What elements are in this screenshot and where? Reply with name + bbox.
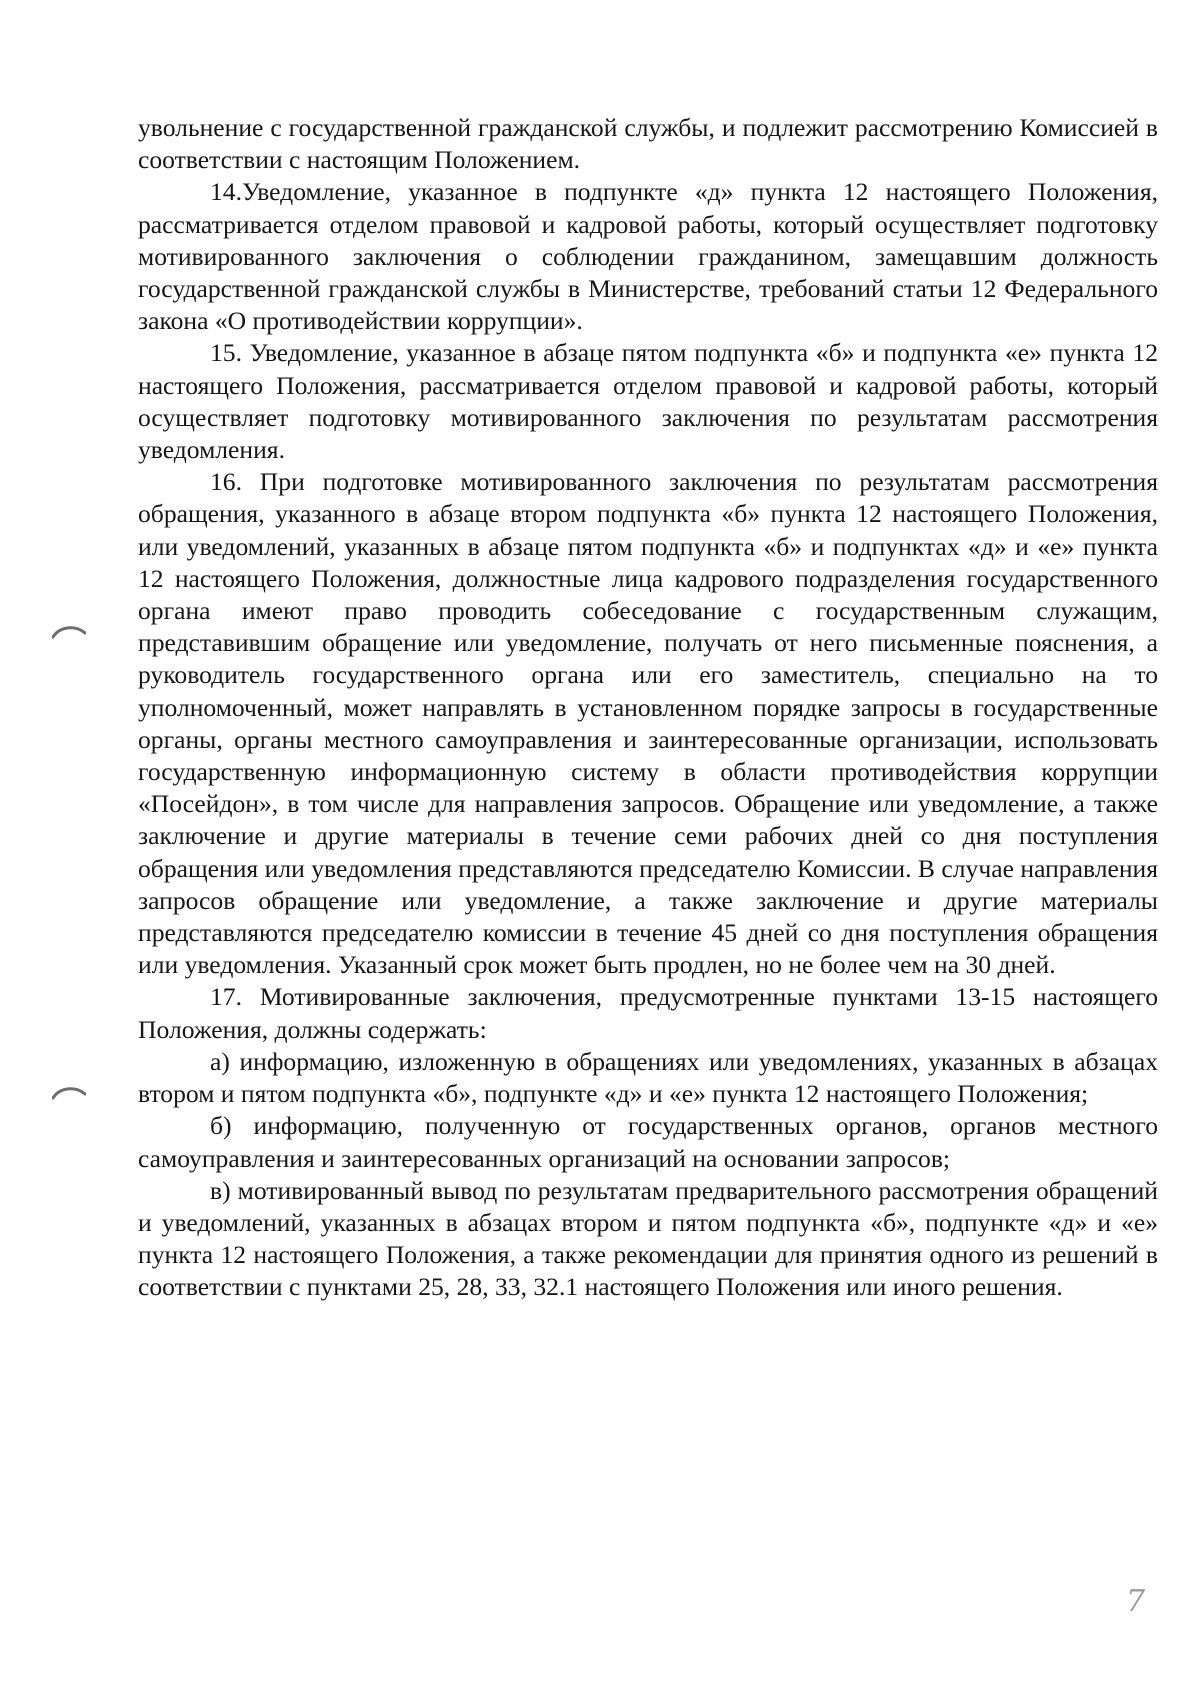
paragraph-17: 17. Мотивированные заключения, предусмотренные пунктами 13-15 настоящего Положения, должны содержать:: [138, 982, 1158, 1044]
paragraph-17-item-a: а) информацию, изложенную в обращениях или уведомлениях, указанных в абзацах втором и пятом подпункта «б», подпункте «д» и «е» пункта 12 настоящего Положения;: [138, 1046, 1158, 1109]
document-body: [138, 112, 1158, 1304]
paragraph-15: 15. Уведомление, указанное в абзаце пятом подпункта «б» и подпункта «е» пункта 12 настоящего Положения, рассматривается отделом правовой и кадровой работы, который осуществляет подготовку мотивированного заключения по результатам рассмотрения уведомления.: [138, 338, 1158, 465]
paragraph-17-item-b: б) информацию, полученную от государственных органов, органов местного самоуправления и заинтересованных организаций на основании запросов;: [138, 1111, 1158, 1173]
paragraph-17-item-v: в) мотивированный вывод по результатам предварительного рассмотрения обращений и уведомлений, указанных в абзацах втором и пятом подпункта «б», подпункте «д» и «е» пункта 12 настоящего Положения, а также рекомендации для принятия одного из решений в соответствии с пунктами 25, 28, 33, 32.1 настоящего Положения или иного решения.: [138, 1175, 1158, 1302]
paragraph-14: 14.Уведомление, указанное в подпункте «д» пункта 12 настоящего Положения, рассматривается отделом правовой и кадровой работы, который осуществляет подготовку мотивированного заключения о соблюдении гражданином, замещавшим должность государственной гражданской службы в Министерстве, требований статьи 12 Федерального закона «О противодействии коррупции».: [138, 177, 1158, 336]
punch-hole-mark-upper: [52, 624, 86, 640]
page-number: 7: [1126, 1584, 1146, 1619]
paragraph-16: 16. При подготовке мотивированного заключения по результатам рассмотрения обращения, указанного в абзаце втором подпункта «б» пункта 12 настоящего Положения, или уведомлений, указанных в абзаце пятом подпункта «б» и подпунктах «д» и «е» пункта 12 настоящего Положения, должностные лица кадрового подразделения государственного органа имеют право проводить собеседование с государственным служащим, представившим обращение или уведомление, получать от него письменные пояснения, а руководитель государственного органа или его заместитель, специально на то уполномоченный, может направлять в установленном порядке запросы в государственные органы, органы местного самоуправления и заинтересованные организации, использовать государственную информационную систему в области противодействия коррупции «Посейдон», в том числе для направления запросов. Обращение или уведомление, а также заключение и другие материалы в течение семи рабочих дней со дня поступления обращения или уведомления представляются председателю Комиссии. В случае направления запросов обращение или уведомление, а также заключение и другие материалы представляются председателю комиссии в течение 45 дней со дня поступления обращения или уведомления. Указанный срок может быть продлен, но не более чем на 30 дней.: [138, 467, 1158, 980]
paragraph-continuation: увольнение с государственной гражданской службы, и подлежит рассмотрению Комиссией в соответствии с настоящим Положением.: [138, 113, 1158, 175]
punch-hole-mark-lower: [52, 1085, 86, 1101]
